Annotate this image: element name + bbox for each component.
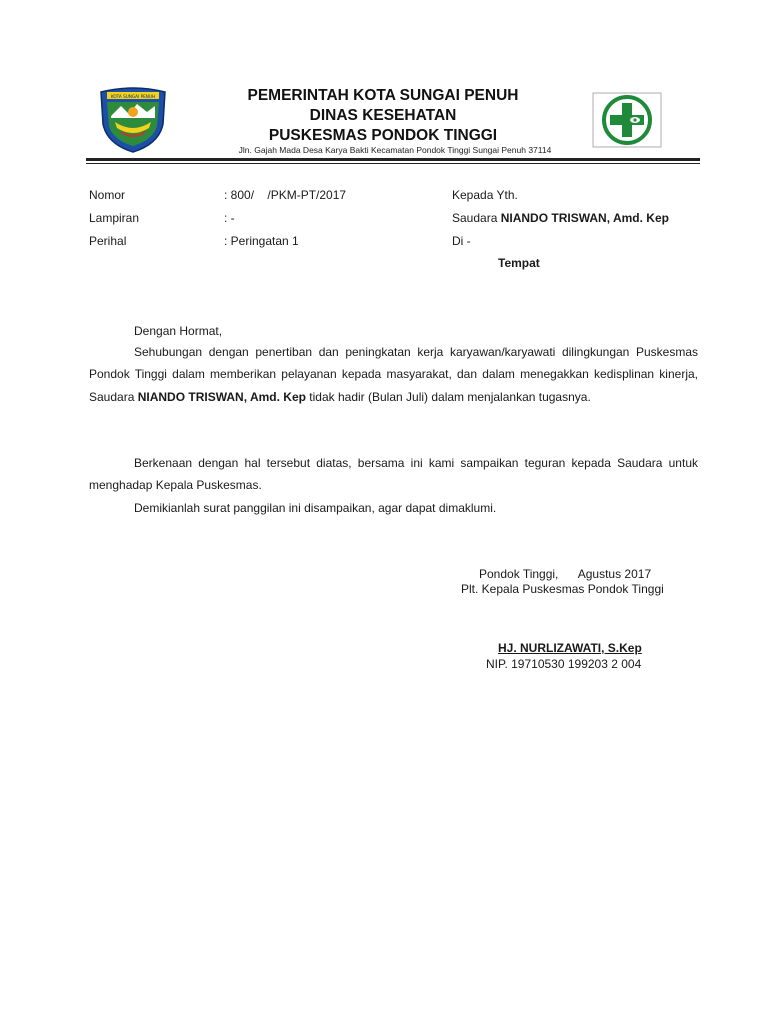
signature-place-date: Pondok Tinggi, Agustus 2017 (479, 567, 652, 581)
recipient-location: Di - (452, 234, 471, 248)
signature-nip: NIP. 19710530 199203 2 004 (486, 657, 642, 671)
body-paragraph-1 (89, 341, 698, 408)
kota-sungai-penuh-emblem-icon (97, 84, 169, 154)
recipient-prefix: Saudara (452, 211, 498, 225)
perihal-label: Perihal (89, 234, 127, 248)
lampiran-label: Lampiran (89, 211, 140, 225)
emblem-banner-text: KOTA SUNGAI PENUH (110, 94, 156, 99)
letterhead-agency: DINAS KESEHATAN (309, 107, 457, 124)
perihal-value: : Peringatan 1 (224, 234, 299, 248)
salutation: Dengan Hormat, (134, 324, 223, 338)
letterhead-rule-thick (86, 158, 700, 161)
nomor-value: : 800/ /PKM-PT/2017 (224, 188, 347, 202)
recipient-name: NIANDO TRISWAN, Amd. Kep (500, 211, 669, 225)
recipient-greeting: Kepada Yth. (452, 188, 518, 202)
signature-name: HJ. NURLIZAWATI, S.Kep (498, 641, 642, 655)
body-paragraph-2: Berkenaan dengan hal tersebut diatas, bersama ini kami sampaikan teguran kepada Saudara untuk menghadap Kepala Puskesmas. (89, 456, 698, 493)
body-paragraph-1-text-a: Sehubungan dengan penertiban dan peningkatan kerja karyawan/karyawati dilingkungan Puskesmas Pondok Tinggi dalam memberikan pelayanan kepada masyarakat, dan dalam menegakkan kedisplinan kinerja, Saudara (89, 345, 698, 404)
letterhead-address: Jln. Gajah Mada Desa Karya Bakti Kecamatan Pondok Tinggi Sungai Penuh 37114 (238, 145, 552, 155)
body-paragraph-1-name: NIANDO TRISWAN, Amd. Kep (137, 389, 306, 404)
signature-role: Plt. Kepala Puskesmas Pondok Tinggi (461, 582, 664, 596)
letterhead-unit: PUSKESMAS PONDOK TINGGI (268, 127, 498, 144)
letterhead-government: PEMERINTAH KOTA SUNGAI PENUH (247, 87, 519, 104)
body-paragraph-3: Demikianlah surat panggilan ini disampaikan, agar dapat dimaklumi. (134, 501, 497, 515)
nomor-label: Nomor (89, 188, 126, 202)
letterhead-rule-thin (86, 163, 700, 164)
body-paragraph-1-text-b: tidak hadir (Bulan Juli) dalam menjalankan tugasnya. (309, 389, 591, 404)
puskesmas-cross-logo-icon (592, 92, 662, 148)
recipient-name-line (452, 211, 669, 225)
lampiran-value: : - (224, 211, 235, 225)
recipient-tempat: Tempat (498, 256, 540, 270)
